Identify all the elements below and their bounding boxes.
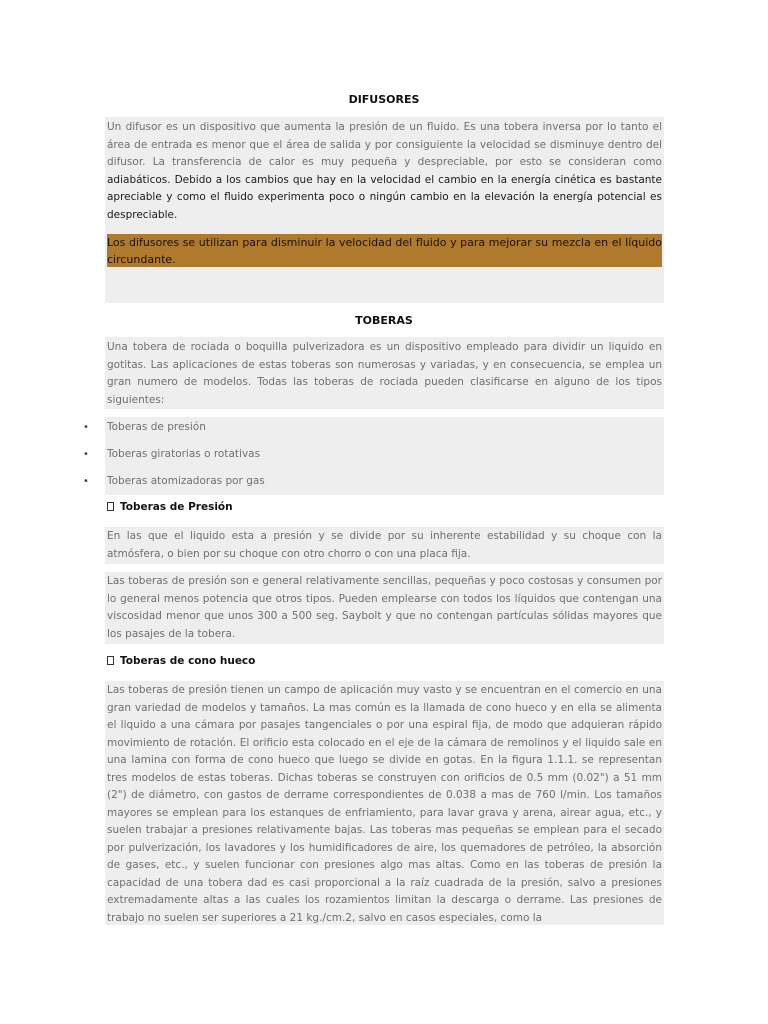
list-item [0, 473, 768, 497]
cono-hueco-paragraph: Las toberas de presión tienen un campo de aplicación muy vasto y se encuentran en el comercio en una gran variedad de modelos y tamaños. La mas común es la llamada de cono hueco y en ella se alimenta el liquido a una cámara por pasajes tangenciales o por una espiral fija, de modo que adquieran rápido movimiento de rotación. El orificio esta colocado en el eje de la cámara de remolinos y el liquido sale en una lamina con forma de cono hueco que luego se divide en gotas. En la figura 1.1.1. se representan tres modelos de estas toberas. Dichas toberas se construyen con orificios de 0.5 mm (0.02") a 51 mm (2") de diámetro, con gastos de derrame correspondientes de 0.038 a mas de 760 l/min. Los tamaños mayores se emplean para los estanques de enfriamiento, para lavar grava y arena, airear agua, etc., y suelen trabajar a presiones relativamente bajas. Las toberas mas pequeñas se emplean para el secado por pulverización, los lavadores y los humidificadores de aire, los quemadores de petróleo, la absorción de gases, etc., y suelen funcionar con presiones algo mas altas. Como en las toberas de presión la capacidad de una tobera dad es casi proporcional a la raíz cuadrada de la presión, salvo a presiones extremadamente altas a las cuales los rozamientos limitan la descarga o derrame. Las presiones de trabajo no suelen ser superiores a 21 kg./cm.2, salvo en casos especiales, como la [107, 684, 662, 924]
list-item-label: Toberas giratorias o rotativas [107, 448, 261, 460]
list-item-label: Toberas de presión [107, 421, 206, 433]
subsection-title-cono-hueco [107, 655, 255, 667]
presion-paragraph-2: Las toberas de presión son e general relativamente sencillas, pequeñas y poco costosas y consumen por lo general menos potencia que otros tipos. Pueden emplearse con todos los líquidos que contengan una viscosidad menor que unos 300 a 500 seg. Saybolt y que no contengan partículas sólidas mayores que los pasajes de la tobera. [107, 575, 662, 640]
subsection-title-presion [107, 501, 233, 513]
difusores-paragraph-dark: adiabáticos. Debido a los cambios que hay en la velocidad el cambio en la energía cinética es bastante apreciable y como el fluido experimenta poco o ningún cambio en la elevación la energía potencial es despreciable. [107, 173, 662, 221]
toberas-intro-paragraph: Una tobera de rociada o boquilla pulverizadora es un dispositivo empleado para dividir un liquido en gotitas. Las aplicaciones de estas toberas son numerosas y variadas, y en consecuencia, se emplea un gran numero de modelos. Todas las toberas de rociada pueden clasificarse en alguno de los tipos siguientes: [107, 341, 662, 406]
section-title-difusores: DIFUSORES [348, 93, 420, 106]
subsection-title-presion-label: Toberas de Presión [120, 501, 233, 513]
list-item-label: Toberas atomizadoras por gas [107, 475, 265, 487]
subsection-title-cono-hueco-label: Toberas de cono hueco [120, 655, 256, 667]
bullet-icon: • [83, 449, 89, 460]
difusores-paragraph-gray: Un difusor es un dispositivo que aumenta la presión de un fluido. Es una tobera inversa por lo tanto el área de entrada es menor que el área de salida y por consiguiente la velocidad se disminuye dentro del difusor. La transferencia de calor es muy pequeña y despreciable, por esto se consideran como [107, 121, 662, 168]
presion-paragraph-1: En las que el liquido esta a presión y se divide por su inherente estabilidad y su choque con la atmósfera, o bien por su choque con otro chorro o con una placa fija. [107, 530, 662, 560]
difusores-highlight-text: Los difusores se utilizan para disminuir la velocidad del fluido y para mejorar su mezcla en el líquido circundante. [107, 236, 662, 266]
list-item [0, 446, 768, 470]
checkbox-glyph-icon [107, 656, 114, 665]
bullet-icon: • [83, 422, 89, 433]
checkbox-glyph-icon [107, 502, 114, 511]
difusores-paragraph [107, 119, 662, 224]
bullet-icon: • [83, 476, 89, 487]
list-item [0, 419, 768, 443]
section-title-toberas: TOBERAS [355, 314, 413, 327]
